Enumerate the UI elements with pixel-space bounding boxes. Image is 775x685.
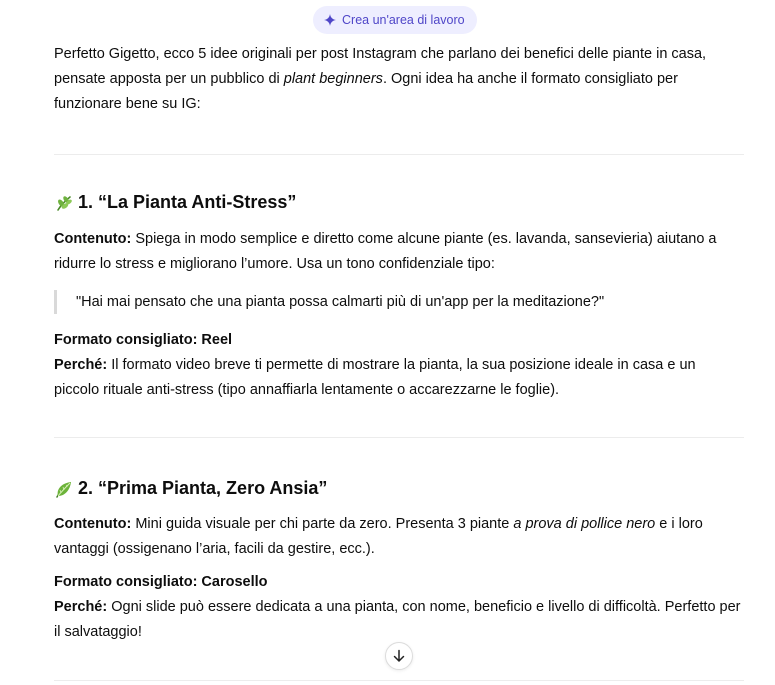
content-label: Contenuto: bbox=[54, 231, 132, 247]
idea-1-content bbox=[54, 227, 744, 277]
idea-1-title: 1. “La Pianta Anti-Stress” bbox=[78, 192, 297, 212]
create-workspace-button[interactable] bbox=[313, 6, 477, 34]
sparkle-icon bbox=[324, 14, 336, 26]
content-text: Mini guida visuale per chi parte da zero. Presenta 3 piante bbox=[131, 516, 514, 532]
idea-2-content bbox=[54, 512, 744, 562]
divider bbox=[54, 437, 744, 438]
idea-1-quote: "Hai mai pensato che una pianta possa calmarti più di un'app per la meditazione?" bbox=[54, 290, 744, 314]
intro-text: Perfetto Gigetto, ecco 5 idee originali per post Instagram che parlano dei benefici delle piante in casa, pensate apposta per un pubblico di bbox=[54, 46, 707, 87]
leafy-green-icon bbox=[54, 479, 74, 499]
intro-text-end: . Ogni idea ha anche il formato consigliato per funzionare bene su IG: bbox=[54, 71, 678, 112]
idea-2-why bbox=[54, 595, 744, 645]
content-text: Spiega in modo semplice e diretto come alcune piante (es. lavanda, sansevieria) aiutano a ridurre lo stress e migliorano l’umore. Usa un tono confidenziale tipo: bbox=[54, 231, 717, 272]
format-label: Formato consigliato: Reel bbox=[54, 332, 233, 348]
why-text: Ogni slide può essere dedicata a una pianta, con nome, beneficio e livello di difficoltà. Perfetto per il salvataggio! bbox=[54, 599, 741, 640]
intro-emphasis: plant beginners bbox=[283, 71, 383, 87]
why-text: Il formato video breve ti permette di mostrare la pianta, la sua posizione ideale in casa e un piccolo rituale anti-stress (tipo annaffiarla lentamente o accarezzarne le foglie). bbox=[54, 357, 696, 398]
idea-2-format bbox=[54, 570, 744, 595]
idea-1-heading bbox=[54, 192, 296, 213]
arrow-down-icon bbox=[392, 649, 406, 663]
idea-1-format bbox=[54, 328, 744, 353]
why-label: Perché: bbox=[54, 599, 108, 615]
why-label: Perché: bbox=[54, 357, 108, 373]
idea-1-why bbox=[54, 353, 744, 403]
divider bbox=[54, 680, 744, 681]
format-label: Formato consigliato: Carosello bbox=[54, 574, 268, 590]
content-text-end: e i loro vantaggi (ossigenano l’aria, facili da gestire, ecc.). bbox=[54, 516, 703, 557]
content-emphasis: a prova di pollice nero bbox=[513, 516, 656, 532]
intro-paragraph bbox=[54, 42, 744, 117]
idea-2-title: 2. “Prima Pianta, Zero Ansia” bbox=[78, 478, 328, 498]
herb-icon bbox=[54, 193, 74, 213]
content-label: Contenuto: bbox=[54, 516, 132, 532]
idea-2-heading bbox=[54, 478, 327, 499]
create-workspace-label: Crea un'area di lavoro bbox=[342, 13, 465, 27]
scroll-to-bottom-button[interactable] bbox=[385, 642, 413, 670]
divider bbox=[54, 154, 744, 155]
